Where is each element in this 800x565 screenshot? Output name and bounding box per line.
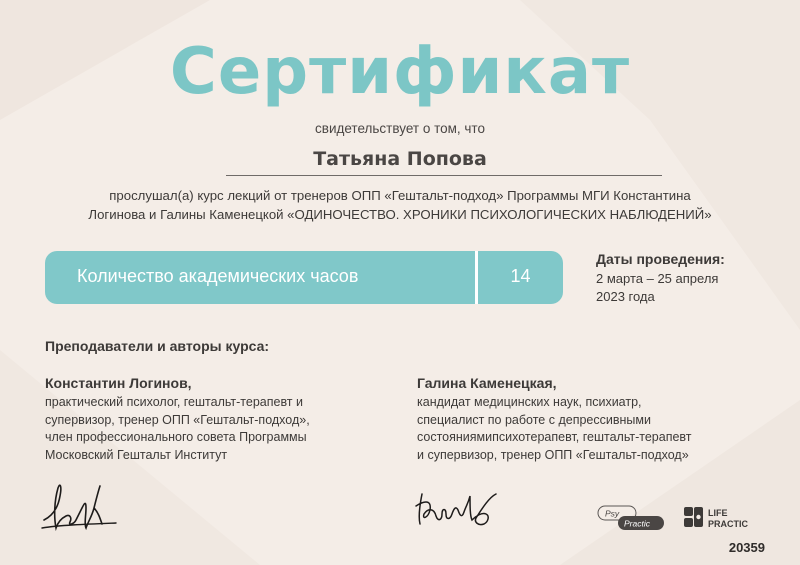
dates-text [596, 270, 776, 306]
life-logo-bottom-text: PRACTIC [708, 519, 748, 529]
teacher-desc-line: член профессионального совета Программы [45, 430, 307, 444]
course-description [30, 186, 770, 224]
hours-label: Количество академических часов [77, 266, 359, 286]
signature-loginov [40, 478, 120, 536]
certificate-title: Сертификат [169, 35, 631, 109]
certificate-number: 20359 [728, 540, 765, 555]
life-practic-logo [683, 503, 763, 531]
teacher-desc-line: супервизор, тренер ОПП «Гештальт-подход», [45, 412, 310, 427]
witness-text: свидетельствует о том, что [315, 121, 485, 136]
psy-practic-logo [597, 505, 665, 531]
psy-logo-top-text: Psy [605, 508, 620, 519]
name-underline [226, 175, 662, 176]
psy-logo-bottom-text: Practic [624, 518, 650, 529]
signature-kamenetskaya [412, 486, 502, 530]
dates-title: Даты проведения: [596, 251, 725, 267]
dates-line-1: 2 марта – 25 апреля [596, 271, 719, 286]
dates-line-2: 2023 года [596, 289, 655, 304]
teacher-desc-line: состояниямипсихотерапевт, гештальт-терапевт [417, 430, 692, 444]
teacher-desc-line: практический психолог, гештальт-терапевт и [45, 395, 303, 409]
recipient-name: Татьяна Попова [313, 148, 487, 170]
teacher-desc-line: специалист по работе с депрессивными [417, 412, 651, 427]
teacher-desc-line: кандидат медицинских наук, психиатр, [417, 395, 642, 409]
teacher-desc-loginov [45, 394, 385, 464]
teacher-desc-line: и супервизор, тренер ОПП «Гештальт-подход» [417, 447, 689, 462]
teacher-name-kamenetskaya: Галина Каменецкая, [417, 375, 557, 391]
life-logo-top-text: LIFE [708, 508, 728, 518]
teacher-name-loginov: Константин Логинов, [45, 375, 192, 391]
teachers-section-title: Преподаватели и авторы курса: [45, 338, 270, 354]
hours-box [45, 251, 563, 304]
description-line-2: Логинова и Галины Каменецкой «ОДИНОЧЕСТВО. ХРОНИКИ ПСИХОЛОГИЧЕСКИХ НАБЛЮДЕНИЙ» [88, 207, 712, 222]
teacher-desc-kamenetskaya [417, 394, 767, 464]
hours-value: 14 [510, 266, 531, 286]
description-line-1: прослушал(а) курс лекций от тренеров ОПП «Гештальт-подход» Программы МГИ Константина [109, 188, 691, 203]
teacher-desc-line: Московский Гештальт Институт [45, 447, 228, 462]
